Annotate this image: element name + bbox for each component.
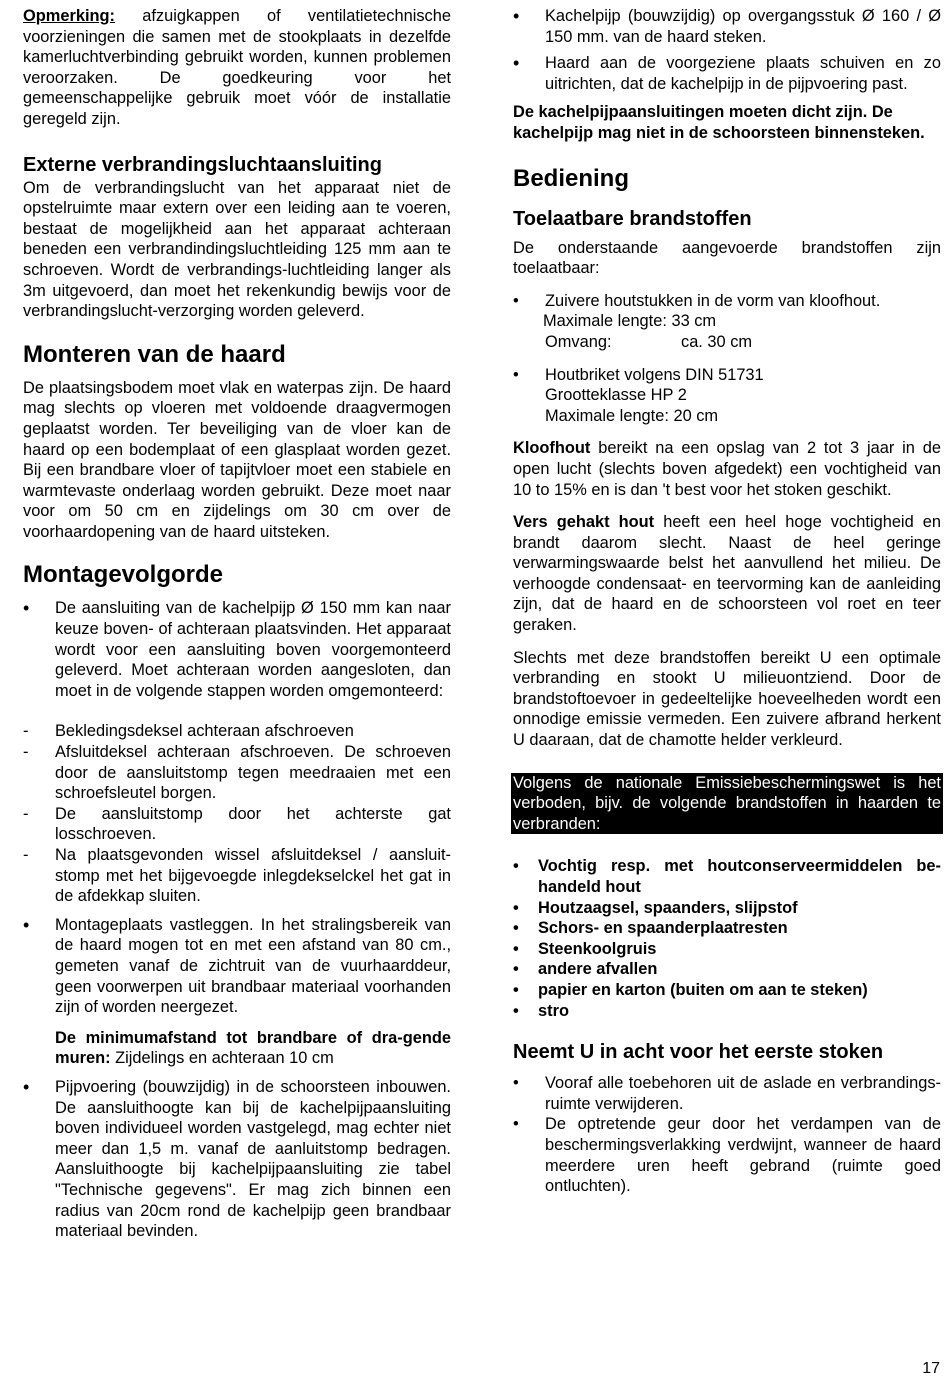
forbidden-item: stro [538,1001,569,1020]
bullet-marker: • [513,1074,519,1093]
bullet-text [545,291,941,353]
bullet-text: Haard aan de voorgeziene plaats schuiven en zo uitrichten, dat de kachelpijp in de pijpvoering past. [545,54,941,93]
fresh-wood-text: heeft een heel hoge vochtigheid en brandt daarom slecht. Naast de heel geringe verwarmingswaarde belst het aanvullend het milieu. De verhoogde condensaat- en teervorming kan de aanleiding zijn, dat de haard en de schoorsteen vol roet en teer geraken. [513,513,941,635]
kloofhout-text: bereikt na een opslag van 2 tot 3 jaar in de open lucht (slechts boven afgedekt) een vochtigheid van 10 to 15% en is dan 't best voor het stoken geschikt. [513,439,941,499]
bullet-marker: • [513,291,519,310]
forbidden-item: Schors- en spaanderplaatresten [538,919,788,938]
list-item [513,1114,941,1196]
list-item [513,918,941,939]
bullet-marker: • [513,365,519,384]
kloofhout-label: Kloofhout [513,439,591,458]
list-item [23,721,451,742]
bullet-marker: • [23,914,30,935]
list-item [513,1073,941,1114]
operation-heading: Bediening [513,164,630,192]
assembly-order-heading: Montagevolgorde [23,561,224,589]
fuels-intro: De onderstaande aangevoerde brandstoffen zijn toelaatbaar: [513,238,941,278]
bullet-text [545,365,941,427]
fuel2-line2: Grootteklasse HP 2 [545,386,687,405]
list-item [513,291,941,353]
fresh-wood-label: Vers gehakt hout [513,513,655,532]
dash-text: De aansluitstomp door het achterste gat losschroeven. [55,804,451,844]
left-column [23,6,451,1242]
list-item [513,365,941,427]
min-distance-label: De minimumafstand tot brandbare of dra-gende muren: [55,1028,451,1068]
page-number: 17 [922,1360,940,1377]
mounting-heading: Monteren van de haard [23,340,286,368]
optimal-burning-paragraph: Slechts met deze brandstoffen bereikt U een optimale verbranding en stookt U milieuontziend. Door de brandstoftoevoer in gedeeltelijke hoeveelheden wordt een onnodige emissie vermeden. Een zuivere afbrand herkent U daaraan, dat de chamotte helder verkleurd. [513,648,941,750]
fuel1-size-row [545,332,941,353]
fuel2-line1: Houtbriket volgens DIN 51731 [545,365,764,384]
fuels-heading: Toelaatbare brandstoffen [513,207,752,230]
bullet-text: Kachelpijp (bouwzijdig) op overgangsstuk Ø 160 / Ø 150 mm. van de haard steken. [545,7,941,46]
bullet-marker: • [513,898,519,917]
bullet-marker: • [513,53,520,74]
forbidden-item: Houtzaagsel, spaanders, slijpstof [538,898,798,917]
list-item [513,53,941,94]
list-item [23,804,451,845]
dash-list [23,721,451,906]
external-air-heading: Externe verbrandingsluchtaansluiting [23,153,382,176]
list-item [23,598,451,701]
note-text: afzuigkappen of ventilatietechnische voorzieningen die samen met de stookplaats in dezelfde kamerluchtverbinding gebruikt worden, kunnen problemen veroorzaken. De goedkeuring voor het gemeenschappelijke gebruik moet vóór de installatie geregeld zijn. [23,7,451,128]
list-item [513,856,941,897]
right-column [513,6,941,1197]
forbidden-item: papier en karton (buiten om aan te steken) [538,980,868,999]
external-air-text: Om de verbrandingslucht van het apparaat niet de opstelruimte maar extern over een leiding aan te voeren, bestaat de mogelijkheid aan het apparaat achteraan beneden een verbrandindingsluchtleiding 125 mm aan te schroeven. Wordt de verbrandings-luchtleiding langer als 3m uitgevoerd, dan moet het rekenkundig bewijs voor de verbrandingslucht-verzorging worden geleverd. [23,178,451,321]
dash-text: Afsluitdeksel achteraan afschroeven. De schroeven door de aansluitstomp tegen meedraaien met een schroefsleutel borgen. [55,743,451,803]
min-distance-paragraph [23,1028,451,1069]
fuel1-length: Maximale lengte: 33 cm [543,312,717,331]
bullet-marker: • [513,960,519,979]
dash-marker: - [23,743,29,762]
note-label: Opmerking: [23,7,115,25]
list-item [513,6,941,47]
list-item [513,980,941,1001]
first-firing-heading: Neemt U in acht voor het eerste stoken [513,1041,884,1064]
fresh-wood-paragraph [513,512,941,636]
bullet-text: De aansluiting van de kachelpijp Ø 150 mm kan naar keuze boven- of achteraan plaatsvinden. Het apparaat wordt voor een aansluiting boven voorgemonteerd geleverd. Moet achteraan worden aangesloten, dan moet in de volgende stappen worden omgemonteerd: [55,599,451,700]
fuel2-line3: Maximale lengte: 20 cm [545,406,719,425]
list-item [513,959,941,980]
list-item [513,1001,941,1022]
fuel1-line1: Zuivere houtstukken in de vorm van kloofhout. [545,291,881,310]
list-item [23,845,451,907]
mounting-text: De plaatsingsbodem moet vlak en waterpas zijn. De haard mag slechts op vloeren met voldoende draagvermogen geplaatst worden. Ter beveiliging van de vloer kan de haard op een bodemplaat of een glasplaat worden gezet. Bij een brandbare vloer of tapijtvloer moet een stabiele en warmtevaste onderlaag worden gebruikt. Deze moet naar voor om 50 cm en zijdelings om 30 cm over de voorhaardopening van de haard uitsteken. [23,378,451,541]
dash-text: Na plaatsgevonden wissel afsluitdeksel / aansluit-stomp met het bijgevoegde inlegdekselckel het gat in de afdekkap sluiten. [55,846,451,906]
list-item [513,898,941,919]
min-distance-text: Zijdelings en achteraan 10 cm [110,1049,334,1068]
bullet-text: De optretende geur door het verdampen van de beschermingsverlakking verdwijnt, wanneer de haard meerdere uren heeft gebrand (ruimte goed ontluchten). [545,1115,941,1196]
list-item [513,939,941,960]
seal-note: De kachelpijpaansluitingen moeten dicht zijn. De kachelpijp mag niet in de schoorsteen binnensteken. [513,103,925,142]
bullet-marker: • [23,598,30,619]
emission-law-box: Volgens de nationale Emissiebeschermingswet is het verboden, bijv. de volgende brandstoffen in haarden te verbranden: [513,773,941,833]
forbidden-fuels-list [513,856,941,1021]
dash-text: Bekledingsdeksel achteraan afschroeven [55,722,354,741]
fuel1-size-label: Omvang: [545,332,612,351]
bullet-marker: • [513,939,519,958]
bullet-marker: • [513,1001,519,1020]
bullet-text: Montageplaats vastleggen. In het stralingsbereik van de haard mogen tot en met een afstand van 80 cm., gemeten vanaf de zichtruit van de vuurhaarddeur, geen voorwerpen uit brandbaar materiaal voorhanden zijn of worden neergezet. [55,915,451,1017]
dash-marker: - [23,722,29,741]
forbidden-item: andere afvallen [538,960,658,979]
bullet-text: Pijpvoering (bouwzijdig) in de schoorsteen inbouwen. De aansluithoogte kan bij de kachelpijpaansluiting boven individueel worden vastgelegd, mag echter niet meer dan 1,5 m. vanaf de aanluitstomp bedragen. Aansluithoogte bij kachelpijpaansluiting zie tabel "Technische gegevens". Er mag zich binnen een radius van 20cm rond de kachelpijp geen brandbaar materiaal bevinden. [55,1077,451,1241]
kloofhout-paragraph [513,438,941,500]
bullet-text: Vooraf alle toebehoren uit de aslade en verbrandings-ruimte verwijderen. [545,1074,941,1113]
bullet-marker: • [23,1076,30,1097]
note-paragraph [23,6,451,130]
forbidden-item: Steenkoolgruis [538,939,657,958]
dash-marker: - [23,804,29,823]
fuel1-size-value: ca. 30 cm [681,332,753,351]
bullet-marker: • [513,857,519,876]
bullet-marker: • [513,6,520,26]
forbidden-item: Vochtig resp. met houtconserveermiddelen be-handeld hout [538,857,941,896]
list-item [23,742,451,804]
list-item [23,915,451,1018]
list-item [23,1077,451,1242]
bullet-marker: • [513,980,519,999]
dash-marker: - [23,846,29,864]
bullet-marker: • [513,919,519,938]
bullet-marker: • [513,1115,519,1134]
